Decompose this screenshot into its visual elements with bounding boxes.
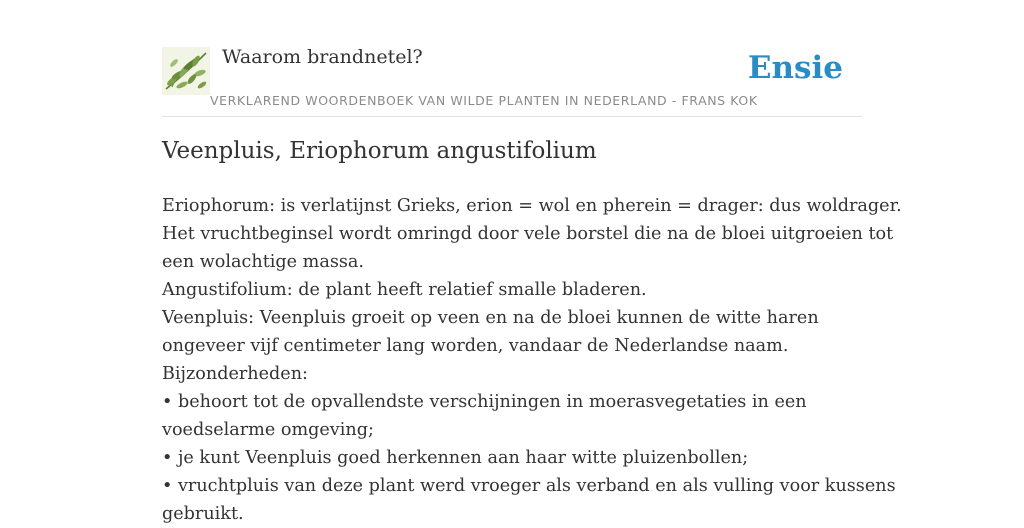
entry-line: • vruchtpluis van deze plant werd vroeger als verband en als vulling voor kussens — [162, 476, 896, 496]
source-subtitle[interactable]: VERKLAREND WOORDENBOEK VAN WILDE PLANTEN IN NEDERLAND - FRANS KOK — [210, 93, 758, 108]
entry-body — [162, 192, 902, 528]
entry-line: • je kunt Veenpluis goed herkennen aan haar witte pluizenbollen; — [162, 448, 749, 468]
brand-logo-text[interactable]: Ensie — [747, 50, 843, 86]
entry-line: voedselarme omgeving; — [162, 420, 374, 440]
entry-line: Veenpluis: Veenpluis groeit op veen en na de bloei kunnen de witte haren — [162, 308, 819, 328]
entry-line: Angustifolium: de plant heeft relatief smalle bladeren. — [162, 280, 647, 300]
entry-title: Veenpluis, Eriophorum angustifolium — [162, 138, 597, 164]
entry-line: • behoort tot de opvallendste verschijningen in moerasvegetaties in een — [162, 392, 807, 412]
entry-line: Bijzonderheden: — [162, 364, 308, 384]
entry-line: gebruikt. — [162, 504, 244, 524]
entry-line: een wolachtige massa. — [162, 252, 364, 272]
entry-line: Het vruchtbeginsel wordt omringd door vele borstel die na de bloei uitgroeien tot — [162, 224, 894, 244]
site-title[interactable]: Waarom brandnetel? — [222, 46, 423, 68]
entry-line: Eriophorum: is verlatijnst Grieks, erion = wol en pherein = drager: dus woldrager. — [162, 196, 902, 216]
entry-line: ongeveer vijf centimeter lang worden, vandaar de Nederlandse naam. — [162, 336, 789, 356]
leaf-illustration-icon[interactable] — [162, 47, 210, 95]
header — [162, 44, 862, 117]
